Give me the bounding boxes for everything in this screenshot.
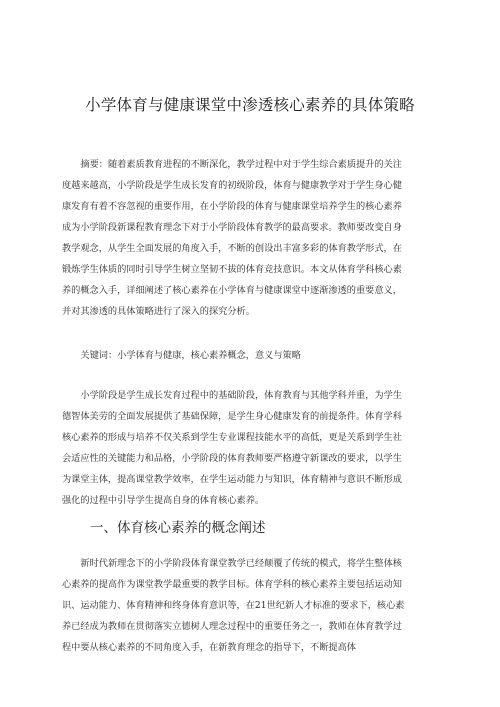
intro-line: 核心素养的形成与培养不仅关系到学生专业课程技能水平的高低，更是关系到学生社 (62, 432, 402, 443)
abstract-line: 锻炼学生体质的同时引导学生树立坚韧不拔的体育竞技意识。本文从体育学科核心素 (62, 264, 402, 275)
section1-paragraph (62, 553, 438, 658)
section1-line: 养已经成为教师在贯彻落实立德树人理念过程中的重要任务之一，教师在体育教学过 (62, 621, 402, 632)
intro-line: 会适应性的关键能力和品格，小学阶段的体育教师要严格遵守新课改的要求，以学生 (62, 453, 402, 464)
abstract-line: 养的概念入手，详细阐述了核心素养在小学体育与健康课堂中逐渐渗透的重要意义， (62, 285, 402, 296)
abstract-line: 成为小学阶段新课程教育理念下对于小学阶段体育教学的最高要求。教师要改变自身 (62, 222, 402, 233)
keywords-text: 关键词：小学体育与健康，核心素养概念，意义与策略 (80, 350, 301, 361)
keywords-line (62, 345, 438, 366)
section-heading: 一、体育核心素养的概念阐述 (90, 520, 266, 536)
section1-line: 程中要从核心素养的不同角度入手，在新教育理念的指导下，不断提高体 (62, 642, 356, 653)
abstract-line: 摘要：随着素质教育进程的不断深化，教学过程中对于学生综合素质提升的关注 (80, 159, 402, 170)
intro-line: 强化的过程中引导学生提高自身的体育核心素养。 (62, 495, 265, 506)
intro-paragraph (62, 385, 438, 511)
abstract-line: 教学观念，从学生全面发展的角度入手，不断的创设出丰富多彩的体育教学形式，在 (62, 243, 402, 254)
abstract-line: 康发育有着不容忽视的重要作用，在小学阶段的体育与健康课堂培养学生的核心素养 (62, 201, 402, 212)
abstract-line: 并对其渗透的具体策略进行了深入的探究分析。 (62, 306, 255, 317)
abstract-paragraph (62, 154, 438, 322)
section1-line: 新时代新理念下的小学阶段体育课堂教学已经颠覆了传统的模式，将学生整体核 (80, 558, 402, 569)
intro-line: 德智体美劳的全面发展提供了基础保障，是学生身心健康发育的前提条件。体育学科 (62, 411, 402, 422)
abstract-line: 度越来越高，小学阶段是学生成长发育的初级阶段，体育与健康教学对于学生身心健 (62, 180, 402, 191)
intro-line: 小学阶段是学生成长发育过程中的基础阶段，体育教育与其他学科并重，为学生 (80, 390, 402, 401)
section1-line: 识、运动能力、体育精神和终身体育意识等，在21世纪新人才标准的要求下，核心素 (62, 600, 405, 611)
section1-line: 心素养的提高作为课堂教学最重要的教学目标。体育学科的核心素养主要包括运动知 (62, 579, 402, 590)
document-title: 小学体育与健康课堂中渗透核心素养的具体策略 (85, 96, 415, 114)
intro-line: 为课堂主体，提高课堂教学效率，在学生运动能力与知识，体育精神与意识不断形成 (62, 474, 402, 485)
